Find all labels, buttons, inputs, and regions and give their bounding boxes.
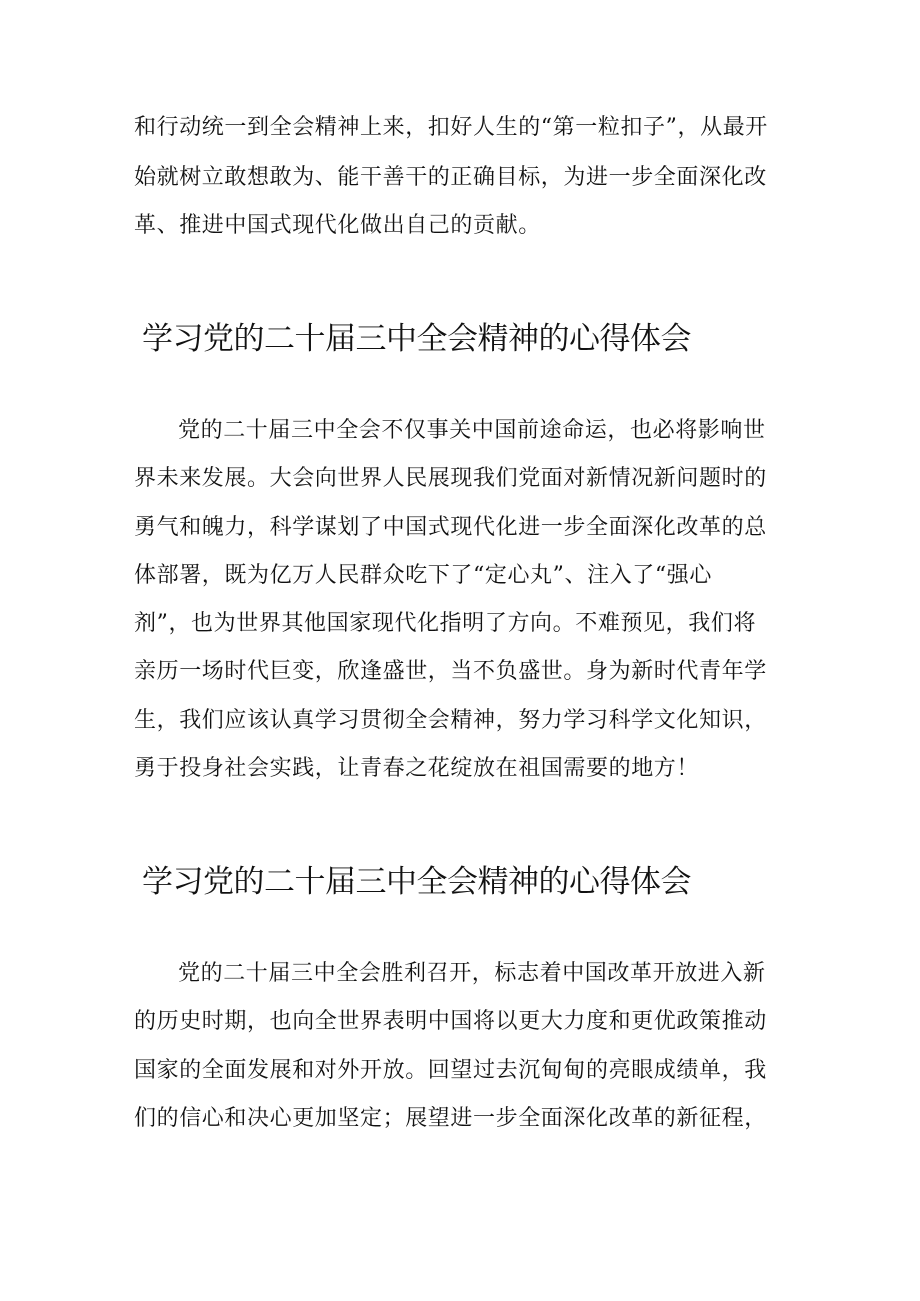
paragraph-line: 的历史时期，也向全世界表明中国将以更大力度和更优政策推动 xyxy=(134,1009,767,1034)
paragraph-line: 剂”，也为世界其他国家现代化指明了方向。不难预见，我们将 xyxy=(134,611,757,636)
paragraph-line: 们的信心和决心更加坚定；展望进一步全面深化改革的新征程， xyxy=(134,1106,767,1131)
paragraph-line: 亲历一场时代巨变，欣逢盛世，当不负盛世。身为新时代青年学 xyxy=(134,659,767,684)
paragraph-line: 党的二十届三中全会胜利召开，标志着中国改革开放进入新 xyxy=(178,961,766,986)
paragraph-line: 始就树立敢想敢为、能干善干的正确目标，为进一步全面深化改 xyxy=(134,165,767,190)
paragraph-line: 勇气和魄力，科学谋划了中国式现代化进一步全面深化改革的总 xyxy=(134,515,767,540)
section-heading: 学习党的二十届三中全会精神的心得体会 xyxy=(142,321,691,357)
paragraph-line: 革、推进中国式现代化做出自己的贡献。 xyxy=(134,213,541,238)
paragraph-line: 界未来发展。大会向世界人民展现我们党面对新情况新问题时的 xyxy=(134,466,767,491)
section-heading: 学习党的二十届三中全会精神的心得体会 xyxy=(142,864,691,900)
paragraph-line: 国家的全面发展和对外开放。回望过去沉甸甸的亮眼成绩单，我 xyxy=(134,1058,767,1083)
paragraph-line: 生，我们应该认真学习贯彻全会精神，努力学习科学文化知识， xyxy=(134,708,767,733)
paragraph-line: 勇于投身社会实践，让青春之花绽放在祖国需要的地方！ xyxy=(134,756,700,781)
paragraph-line: 体部署，既为亿万人民群众吃下了“定心丸”、注入了“强心 xyxy=(134,563,712,588)
paragraph-line: 和行动统一到全会精神上来，扣好人生的“第一粒扣子”，从最开 xyxy=(134,115,768,140)
paragraph-line: 党的二十届三中全会不仅事关中国前途命运，也必将影响世 xyxy=(178,418,766,443)
